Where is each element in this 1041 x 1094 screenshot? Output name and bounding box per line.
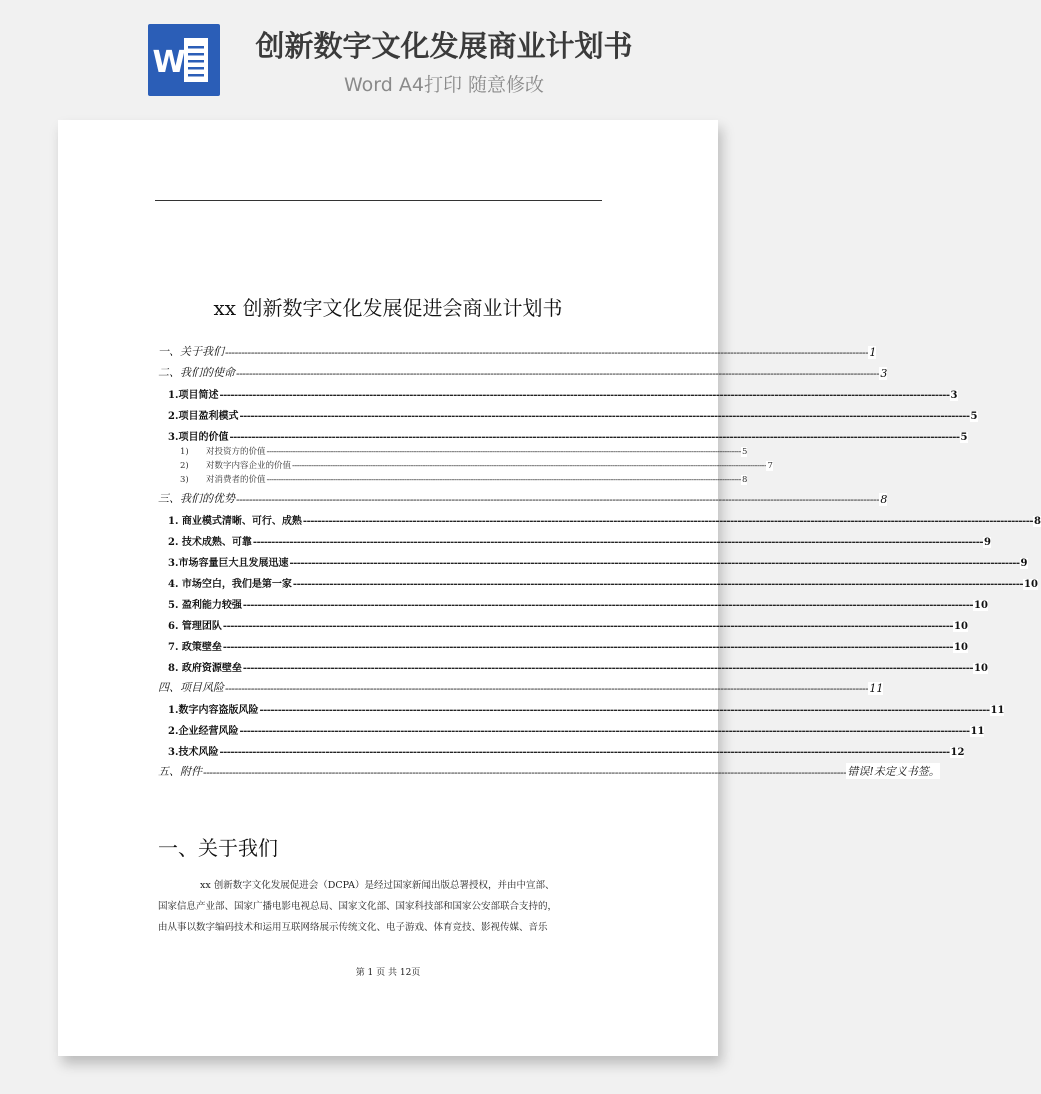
toc-entry-label — [180, 445, 267, 457]
toc-leader: -------------------------------------------------------------------------------------------------------------------------------------------------------------------------------------------------------- — [266, 475, 741, 485]
page-footer: 第 1 页 共 12页 — [355, 968, 421, 978]
toc-leader: -------------------------------------------------------------------------------------------------------------------------------------------------------------------------------------------------------- — [292, 461, 767, 471]
toc-page-number: 10 — [954, 621, 968, 632]
toc-leader: -------------------------------------------------------------------------------------------------------------------------------------------------------------------------------------------------------- — [242, 663, 973, 674]
toc-leader: -------------------------------------------------------------------------------------------------------------------------------------------------------------------------------------------------------- — [242, 600, 973, 611]
toc-leader: -------------------------------------------------------------------------------------------------------------------------------------------------------------------------------------------------------- — [302, 516, 1033, 527]
toc-leader: -------------------------------------------------------------------------------------------------------------------------------------------------------------------------------------------------------- — [225, 682, 869, 695]
header — [0, 0, 774, 118]
logo-letter: W — [152, 45, 186, 80]
toc-entry[interactable] — [158, 338, 877, 359]
toc-leader: -------------------------------------------------------------------------------------------------------------------------------------------------------------------------------------------------------- — [225, 346, 869, 359]
toc-leader: -------------------------------------------------------------------------------------------------------------------------------------------------------------------------------------------------------- — [292, 579, 1023, 590]
document-title: xx 创新数字文化发展促进会商业计划书 — [213, 296, 563, 320]
toc-entry-number: 1) — [180, 447, 189, 457]
toc-entry-label: 7. 政策壁垒 — [168, 638, 223, 653]
toc-leader: -------------------------------------------------------------------------------------------------------------------------------------------------------------------------------------------------------- — [252, 537, 983, 548]
toc-entry[interactable] — [158, 590, 988, 611]
toc-entry-label: 5. 盈利能力较强 — [168, 596, 243, 611]
toc-entry[interactable] — [158, 548, 1028, 569]
toc-entry[interactable] — [158, 569, 1038, 590]
toc-entry-label: 1. 商业模式清晰、可行、成熟 — [168, 512, 303, 527]
toc-entry-label: 三、我们的优势 — [158, 492, 235, 505]
toc-leader: -------------------------------------------------------------------------------------------------------------------------------------------------------------------------------------------------------- — [222, 621, 953, 632]
toc-entry-label: 3.技术风险 — [168, 743, 219, 758]
toc-leader: -------------------------------------------------------------------------------------------------------------------------------------------------------------------------------------------------------- — [222, 642, 953, 653]
toc-entry[interactable] — [158, 716, 985, 737]
toc-entry-label: 6. 管理团队 — [168, 617, 223, 632]
toc-entry[interactable] — [158, 443, 748, 457]
toc-page-number: 8 — [880, 493, 888, 506]
toc-entry-text: 对投资方的价值 — [206, 447, 266, 457]
toc-entry[interactable] — [158, 527, 991, 548]
toc-entry-label: 3.市场容量巨大且发展迅速 — [168, 554, 289, 569]
toc-leader: -------------------------------------------------------------------------------------------------------------------------------------------------------------------------------------------------------- — [239, 726, 970, 737]
toc-page-number: 11 — [990, 705, 1005, 716]
paragraph-line: xx 创新数字文化发展促进会（DCPA）是经过国家新闻出版总署授权，并由中宣部、 — [200, 880, 555, 891]
toc-entry-label: 2.企业经营风险 — [168, 722, 239, 737]
toc-leader: -------------------------------------------------------------------------------------------------------------------------------------------------------------------------------------------------------- — [219, 390, 950, 401]
toc-entry-label — [180, 459, 292, 471]
toc-entry[interactable] — [158, 380, 958, 401]
toc-page-number: 9 — [1020, 558, 1028, 569]
header-rule — [155, 200, 602, 201]
toc-entry-label: 1.项目简述 — [168, 386, 219, 401]
toc-entry-label: 一、关于我们 — [158, 345, 224, 358]
toc-entry[interactable] — [158, 457, 773, 471]
toc-entry[interactable] — [158, 359, 888, 380]
toc-leader: -------------------------------------------------------------------------------------------------------------------------------------------------------------------------------------------------------- — [219, 747, 950, 758]
toc-entry-label: 2.项目盈利模式 — [168, 407, 239, 422]
toc-entry[interactable] — [158, 674, 884, 695]
toc-page-number: 10 — [974, 663, 988, 674]
paragraph-line: 由从事以数字编码技术和运用互联网络展示传统文化、电子游戏、体育竞技、影视传媒、音乐 — [158, 922, 548, 933]
toc-leader: -------------------------------------------------------------------------------------------------------------------------------------------------------------------------------------------------------- — [259, 705, 990, 716]
toc-entry-label: 1.数字内容盗版风险 — [168, 701, 259, 716]
table-of-contents — [158, 338, 1041, 779]
toc-entry-number: 2) — [180, 461, 189, 471]
toc-leader: -------------------------------------------------------------------------------------------------------------------------------------------------------------------------------------------------------- — [266, 447, 741, 457]
toc-page-number: 3 — [950, 390, 958, 401]
toc-entry[interactable] — [158, 506, 1041, 527]
toc-page-number: 9 — [984, 537, 991, 548]
toc-page-number: 5 — [960, 432, 968, 443]
toc-entry[interactable] — [158, 758, 940, 779]
page-title: 创新数字文化发展商业计划书 — [255, 29, 633, 63]
toc-leader: -------------------------------------------------------------------------------------------------------------------------------------------------------------------------------------------------------- — [289, 558, 1020, 569]
toc-leader: -------------------------------------------------------------------------------------------------------------------------------------------------------------------------------------------------------- — [239, 411, 970, 422]
toc-entry[interactable] — [158, 401, 978, 422]
toc-page-number: 7 — [767, 461, 773, 471]
toc-page-number: 10 — [974, 600, 988, 611]
toc-entry-label: 2. 技术成熟、可靠 — [168, 533, 253, 548]
toc-entry-text: 对数字内容企业的价值 — [206, 461, 292, 471]
toc-page-number: 1 — [869, 346, 877, 359]
document-page — [58, 120, 1041, 1056]
paragraph-line: 国家信息产业部、国家广播电影电视总局、国家文化部、国家科技部和国家公安部联合支持的， — [158, 901, 558, 912]
toc-entry-label: 四、项目风险 — [158, 681, 224, 694]
toc-page-number: 11 — [970, 726, 985, 737]
body-paragraph — [158, 875, 604, 938]
toc-page-number: 错误!未定义书签。 — [847, 765, 940, 778]
toc-entry[interactable] — [158, 632, 968, 653]
toc-entry[interactable] — [158, 653, 988, 674]
toc-leader: -------------------------------------------------------------------------------------------------------------------------------------------------------------------------------------------------------- — [236, 367, 880, 380]
toc-entry-number: 3) — [180, 475, 189, 485]
toc-entry[interactable] — [158, 695, 1005, 716]
toc-entry[interactable] — [158, 737, 965, 758]
toc-entry-label: 五、附件 — [158, 765, 202, 778]
toc-page-number: 3 — [880, 367, 888, 380]
toc-leader: -------------------------------------------------------------------------------------------------------------------------------------------------------------------------------------------------------- — [203, 766, 847, 779]
toc-page-number: 10 — [954, 642, 968, 653]
toc-page-number: 10 — [1024, 579, 1038, 590]
toc-page-number: 11 — [869, 682, 884, 695]
word-document-icon — [148, 24, 220, 96]
toc-entry[interactable] — [158, 422, 968, 443]
toc-leader: -------------------------------------------------------------------------------------------------------------------------------------------------------------------------------------------------------- — [229, 432, 960, 443]
toc-page-number: 8 — [741, 475, 748, 485]
toc-entry-label: 3.项目的价值 — [168, 428, 229, 443]
toc-entry-label: 4. 市场空白，我们是第一家 — [168, 575, 293, 590]
toc-page-number: 12 — [950, 747, 965, 758]
page-subtitle: Word A4打印 随意修改 — [343, 74, 544, 96]
toc-entry-label: 8. 政府资源壁垒 — [168, 659, 243, 674]
toc-entry-label — [180, 473, 267, 485]
toc-entry-text: 对消费者的价值 — [206, 475, 266, 485]
toc-page-number: 5 — [970, 411, 978, 422]
toc-entry[interactable] — [158, 485, 888, 506]
toc-entry-label: 二、我们的使命 — [158, 366, 235, 379]
toc-entry[interactable] — [158, 611, 968, 632]
toc-page-number: 5 — [741, 447, 748, 457]
toc-page-number: 8 — [1034, 516, 1041, 527]
toc-leader: -------------------------------------------------------------------------------------------------------------------------------------------------------------------------------------------------------- — [236, 493, 880, 506]
section-heading: 一、关于我们 — [158, 836, 278, 860]
toc-entry[interactable] — [158, 471, 748, 485]
